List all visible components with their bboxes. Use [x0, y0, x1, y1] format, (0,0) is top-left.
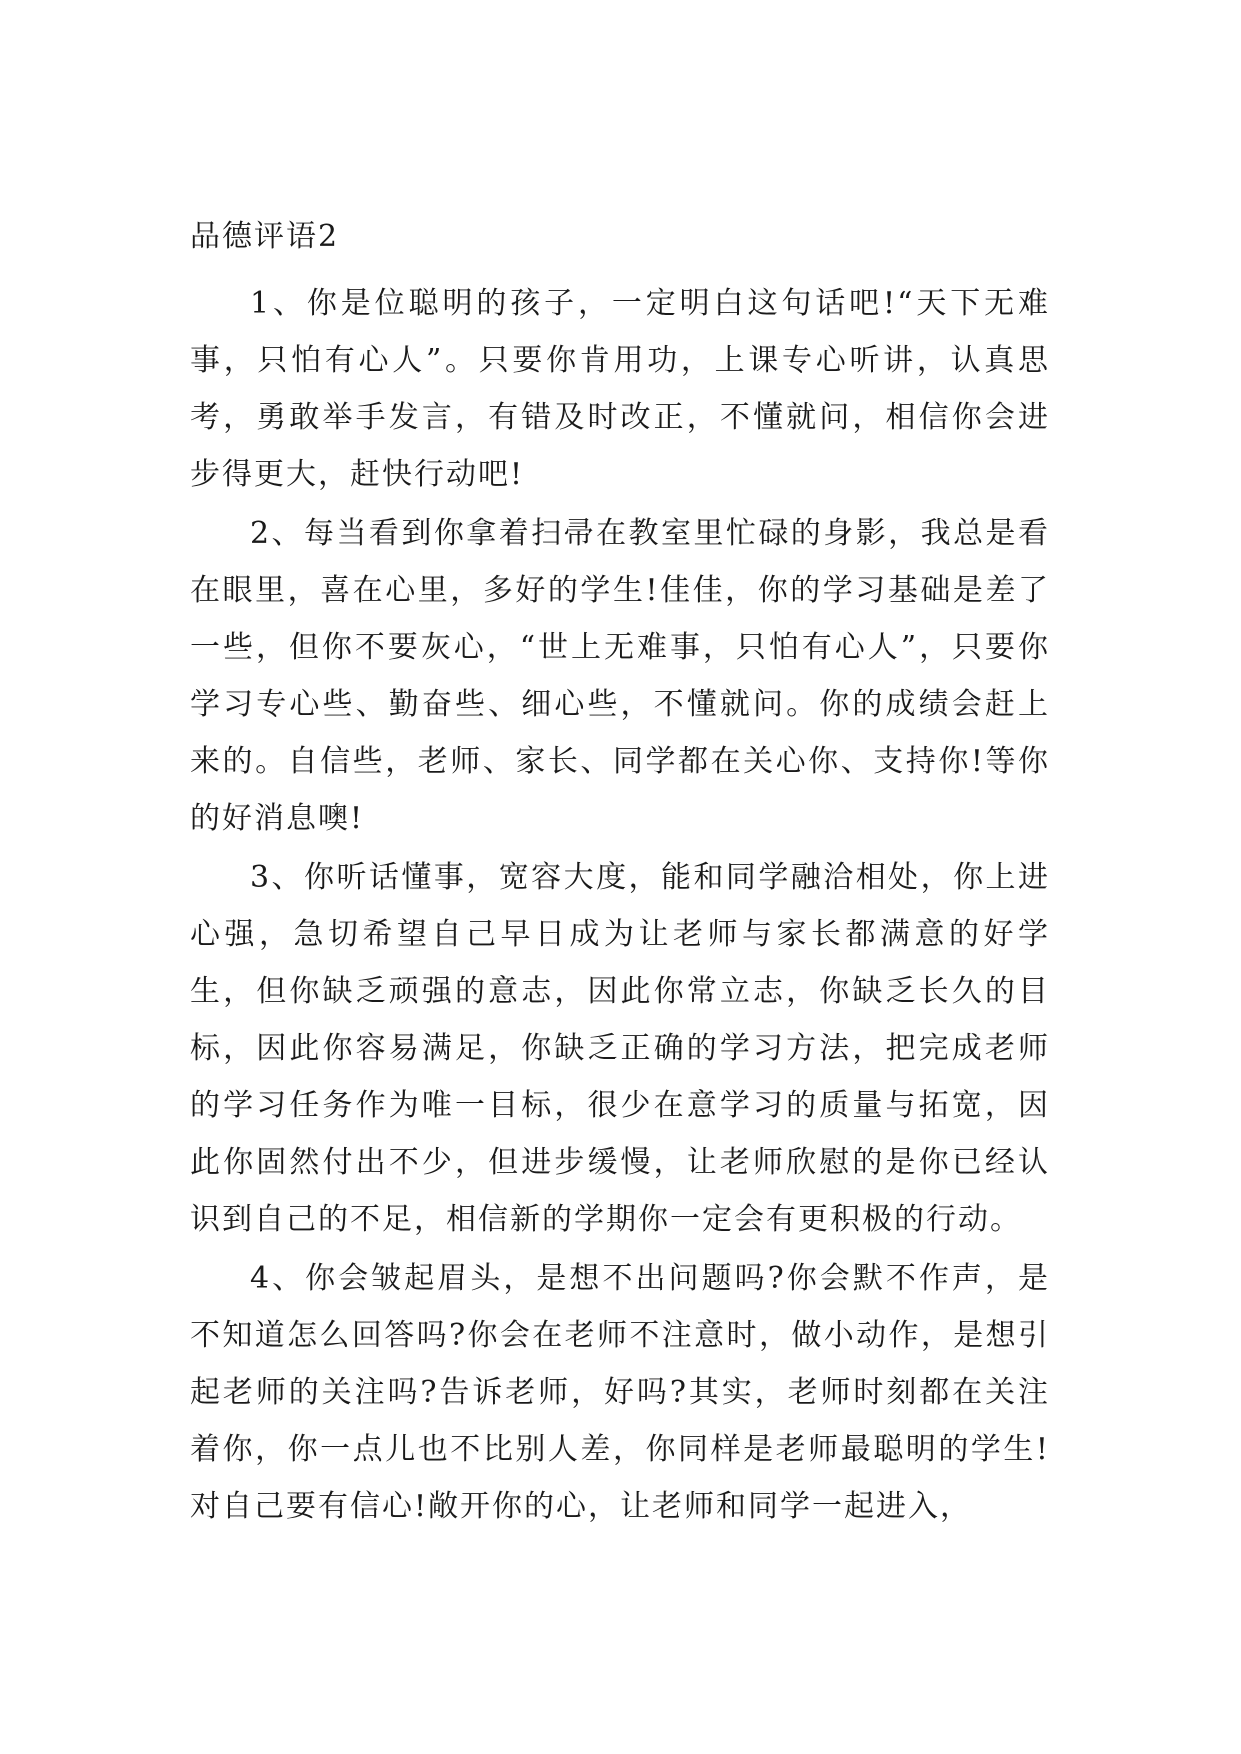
comment-paragraph-4: 4、你会皱起眉头，是想不出问题吗?你会默不作声，是不知道怎么回答吗?你会在老师不注意时，做小动作，是想引起老师的关注吗?告诉老师，好吗?其实，老师时刻都在关注着你，你一点儿也不比别人差，你同样是老师最聪明的学生!对自己要有信心!敞开你的心，让老师和同学一起进入，: [190, 1261, 1050, 1524]
comment-paragraph-2: 2、每当看到你拿着扫帚在教室里忙碌的身影，我总是看在眼里，喜在心里，多好的学生!佳佳，你的学习基础是差了一些，但你不要灰心，“世上无难事，只怕有心人”，只要你学习专心些、勤奋些、细心些，不懂就问。你的成绩会赶上来的。自信些，老师、家长、同学都在关心你、支持你!等你的好消息噢!: [190, 516, 1050, 836]
comment-paragraph-3: 3、你听话懂事，宽容大度，能和同学融洽相处，你上进心强，急切希望自己早日成为让老师与家长都满意的好学生，但你缺乏顽强的意志，因此你常立志，你缺乏长久的目标，因此你容易满足，你缺乏正确的学习方法，把完成老师的学习任务作为唯一目标，很少在意学习的质量与拓宽，因此你固然付出不少，但进步缓慢，让老师欣慰的是你已经认识到自己的不足，相信新的学期你一定会有更积极的行动。: [190, 860, 1050, 1237]
document-title: 品德评语2: [190, 219, 340, 254]
document-page: [190, 215, 1050, 1537]
comment-paragraph-1: 1、你是位聪明的孩子，一定明白这句话吧!“天下无难事，只怕有心人”。只要你肯用功，上课专心听讲，认真思考，勇敢举手发言，有错及时改正，不懂就问，相信你会进步得更大，赶快行动吧!: [190, 286, 1050, 492]
